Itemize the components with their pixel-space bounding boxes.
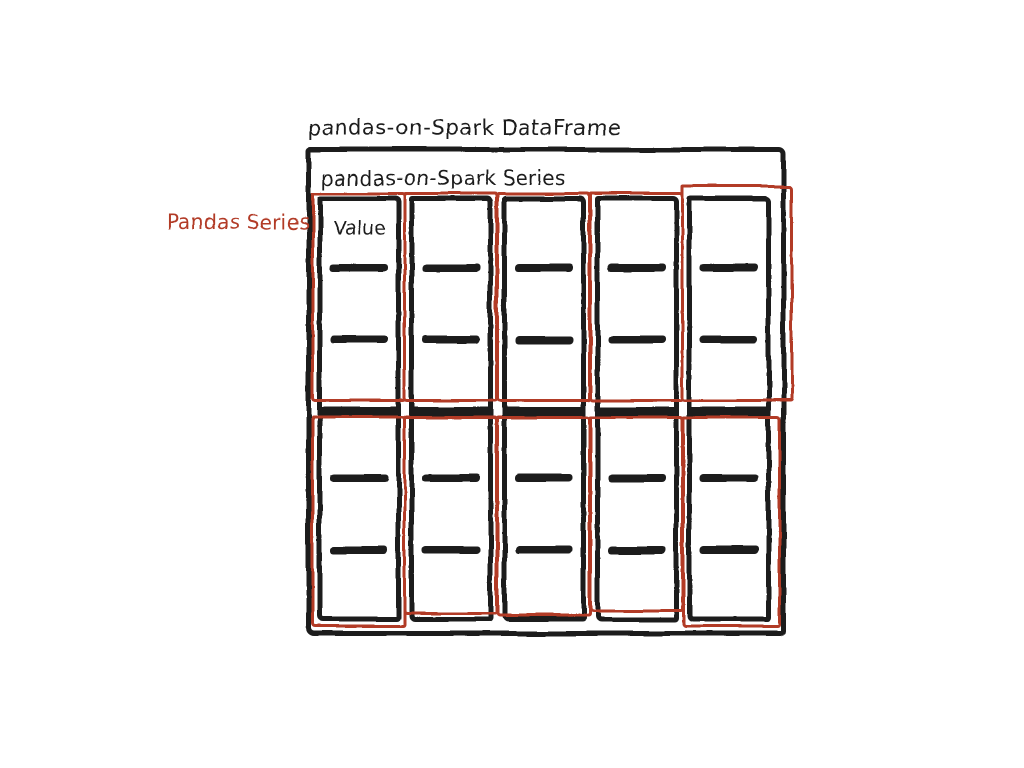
row-dash bbox=[608, 264, 666, 272]
row-dash bbox=[330, 264, 388, 272]
pandas-series-label: Pandas Series bbox=[167, 210, 309, 234]
row-dash bbox=[515, 264, 573, 272]
row-dash bbox=[608, 546, 666, 554]
row-dash bbox=[608, 336, 666, 344]
value-label: Value bbox=[332, 218, 386, 240]
partition-divider bbox=[502, 407, 586, 416]
row-dash bbox=[515, 474, 573, 482]
column-box-1 bbox=[317, 196, 401, 622]
row-dash bbox=[515, 336, 573, 344]
row-dash bbox=[330, 474, 388, 482]
column-box-2 bbox=[409, 196, 493, 622]
row-dash bbox=[422, 336, 480, 344]
row-dash bbox=[422, 546, 480, 554]
row-dash bbox=[700, 264, 758, 272]
row-dash bbox=[330, 336, 388, 344]
column-box-3 bbox=[502, 196, 586, 622]
partition-divider bbox=[687, 407, 771, 416]
pandas-on-spark-series-label: pandas-on-Spark Series bbox=[321, 166, 566, 190]
row-dash bbox=[700, 546, 758, 554]
dataframe-title-label: pandas-on-Spark DataFrame bbox=[308, 116, 622, 140]
row-dash bbox=[700, 474, 758, 482]
row-dash bbox=[515, 546, 573, 554]
partition-divider bbox=[317, 407, 401, 416]
row-dash bbox=[700, 336, 758, 344]
row-dash bbox=[330, 546, 388, 554]
row-dash bbox=[422, 264, 480, 272]
row-dash bbox=[422, 474, 480, 482]
column-box-4 bbox=[595, 196, 679, 622]
partition-divider bbox=[409, 407, 493, 416]
row-dash bbox=[608, 474, 666, 482]
partition-divider bbox=[595, 407, 679, 416]
column-box-5 bbox=[687, 196, 771, 622]
